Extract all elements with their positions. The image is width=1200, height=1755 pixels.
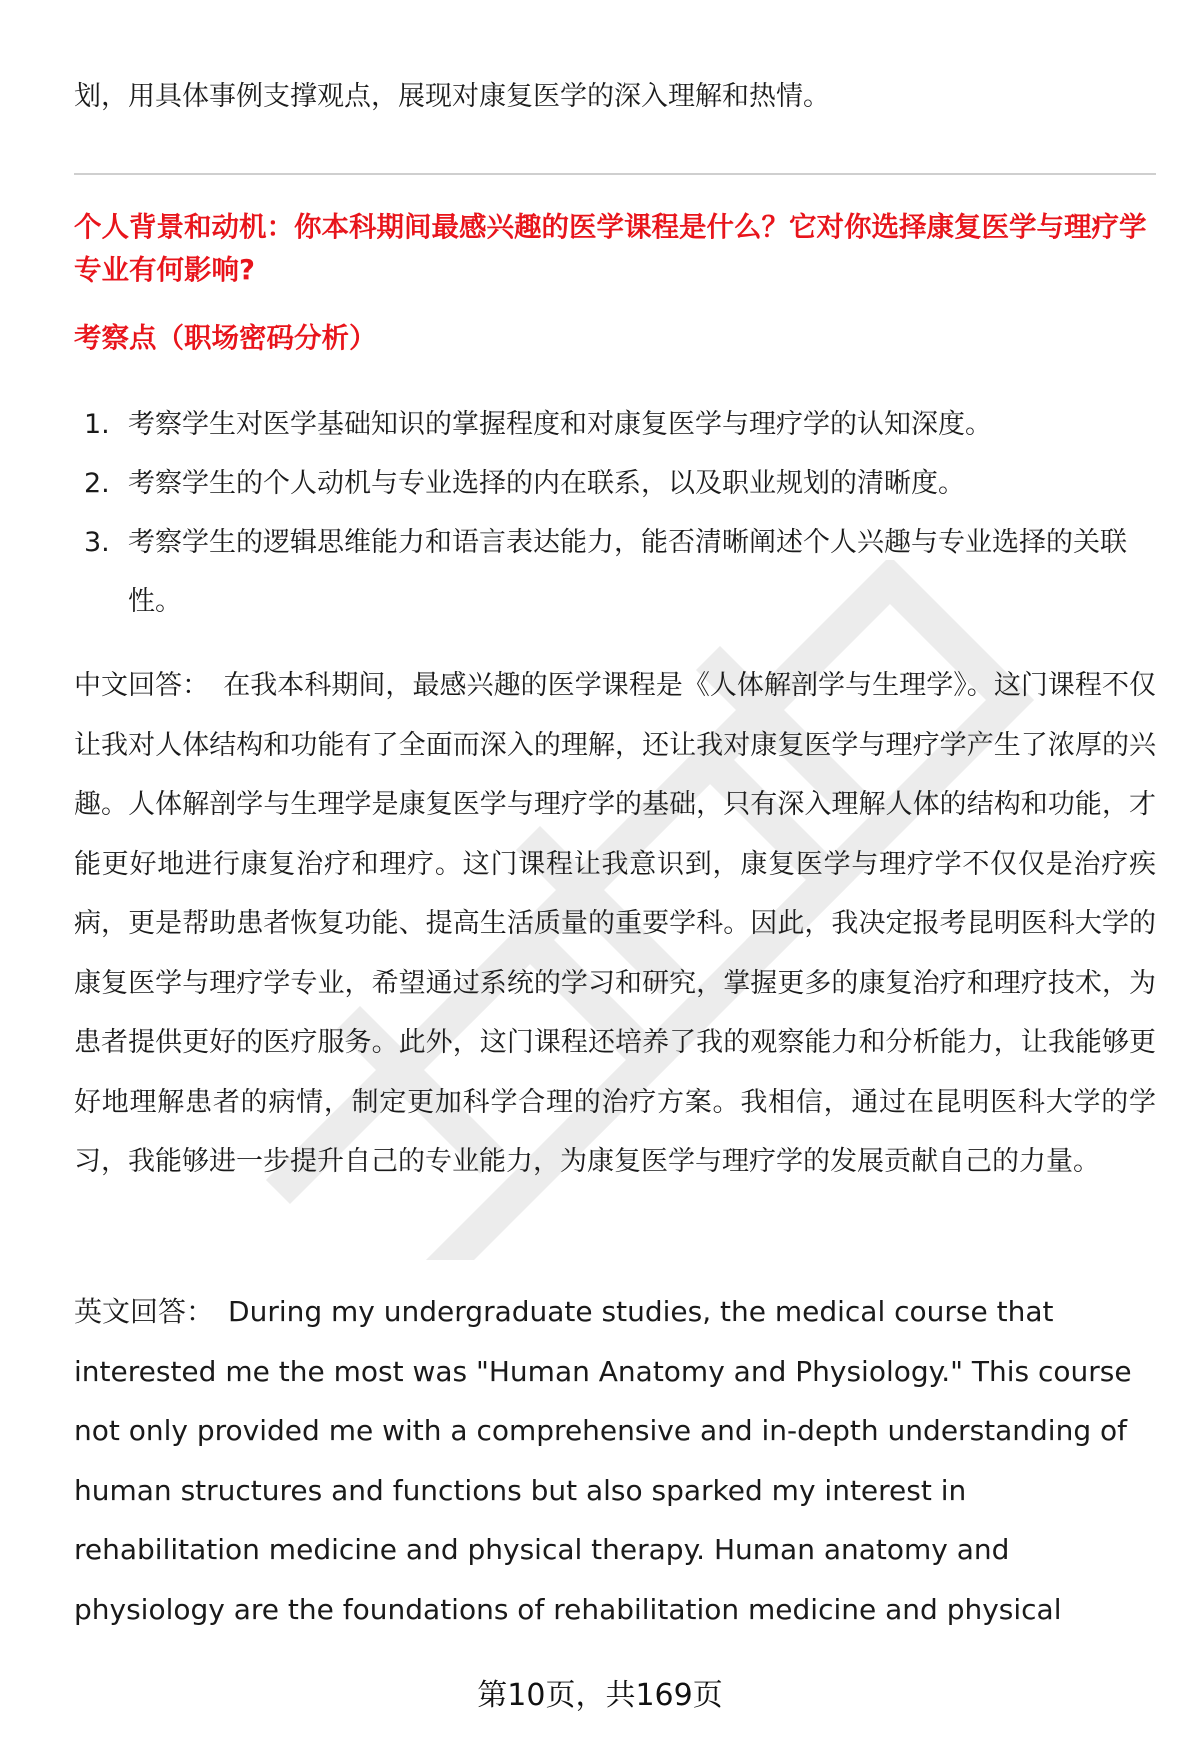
- assessment-heading: 考察点（职场密码分析）: [74, 322, 377, 354]
- chinese-answer-label: 中文回答：: [74, 670, 210, 701]
- carry-over-text: 划，用具体事例支撑观点，展现对康复医学的深入理解和热情。: [74, 81, 830, 112]
- assessment-point: [74, 454, 1156, 513]
- page-number-footer: 第10页，共169页: [477, 1678, 723, 1713]
- english-answer-text: During my undergraduate studies, the medical course that interested me the most was "Human Anatomy and Physiology." This course not only provided me with a comprehensive and in-depth understanding of human structures and functions but also sparked my interest in rehabilitation medicine and physical therapy. Human anatomy and physiology are the foundations of rehabilitation medicine and physical: [74, 1295, 1132, 1626]
- section-divider: [74, 173, 1156, 175]
- assessment-points-list: [74, 395, 1156, 631]
- english-answer-label: 英文回答：: [74, 1295, 215, 1328]
- question-heading: 个人背景和动机：你本科期间最感兴趣的医学课程是什么？它对你选择康复医学与理疗学专业有何影响?: [74, 211, 1147, 286]
- chinese-answer-text: 在我本科期间，最感兴趣的医学课程是《人体解剖学与生理学》。这门课程不仅让我对人体结构和功能有了全面而深入的理解，还让我对康复医学与理疗学产生了浓厚的兴趣。人体解剖学与生理学是康复医学与理疗学的基础，只有深入理解人体的结构和功能，才能更好地进行康复治疗和理疗。这门课程让我意识到，康复医学与理疗学不仅仅是治疗疾病，更是帮助患者恢复功能、提高生活质量的重要学科。因此，我决定报考昆明医科大学的康复医学与理疗学专业，希望通过系统的学习和研究，掌握更多的康复治疗和理疗技术，为患者提供更好的医疗服务。此外，这门课程还培养了我的观察能力和分析能力，让我能够更好地理解患者的病情，制定更加科学合理的治疗方案。我相信，通过在昆明医科大学的学习，我能够进一步提升自己的专业能力，为康复医学与理疗学的发展贡献自己的力量。: [74, 670, 1157, 1177]
- chinese-answer-paragraph: [74, 656, 1156, 1192]
- point-text: 考察学生的个人动机与专业选择的内在联系，以及职业规划的清晰度。: [128, 468, 965, 499]
- point-number: 2.: [84, 468, 110, 499]
- point-number: 1.: [84, 409, 110, 440]
- assessment-point: [74, 513, 1156, 631]
- point-text: 考察学生对医学基础知识的掌握程度和对康复医学与理疗学的认知深度。: [128, 409, 992, 440]
- assessment-point: [74, 395, 1156, 454]
- english-answer-paragraph: [74, 1282, 1156, 1639]
- point-text: 考察学生的逻辑思维能力和语言表达能力，能否清晰阐述个人兴趣与专业选择的关联性。: [128, 527, 1127, 617]
- point-number: 3.: [84, 527, 110, 558]
